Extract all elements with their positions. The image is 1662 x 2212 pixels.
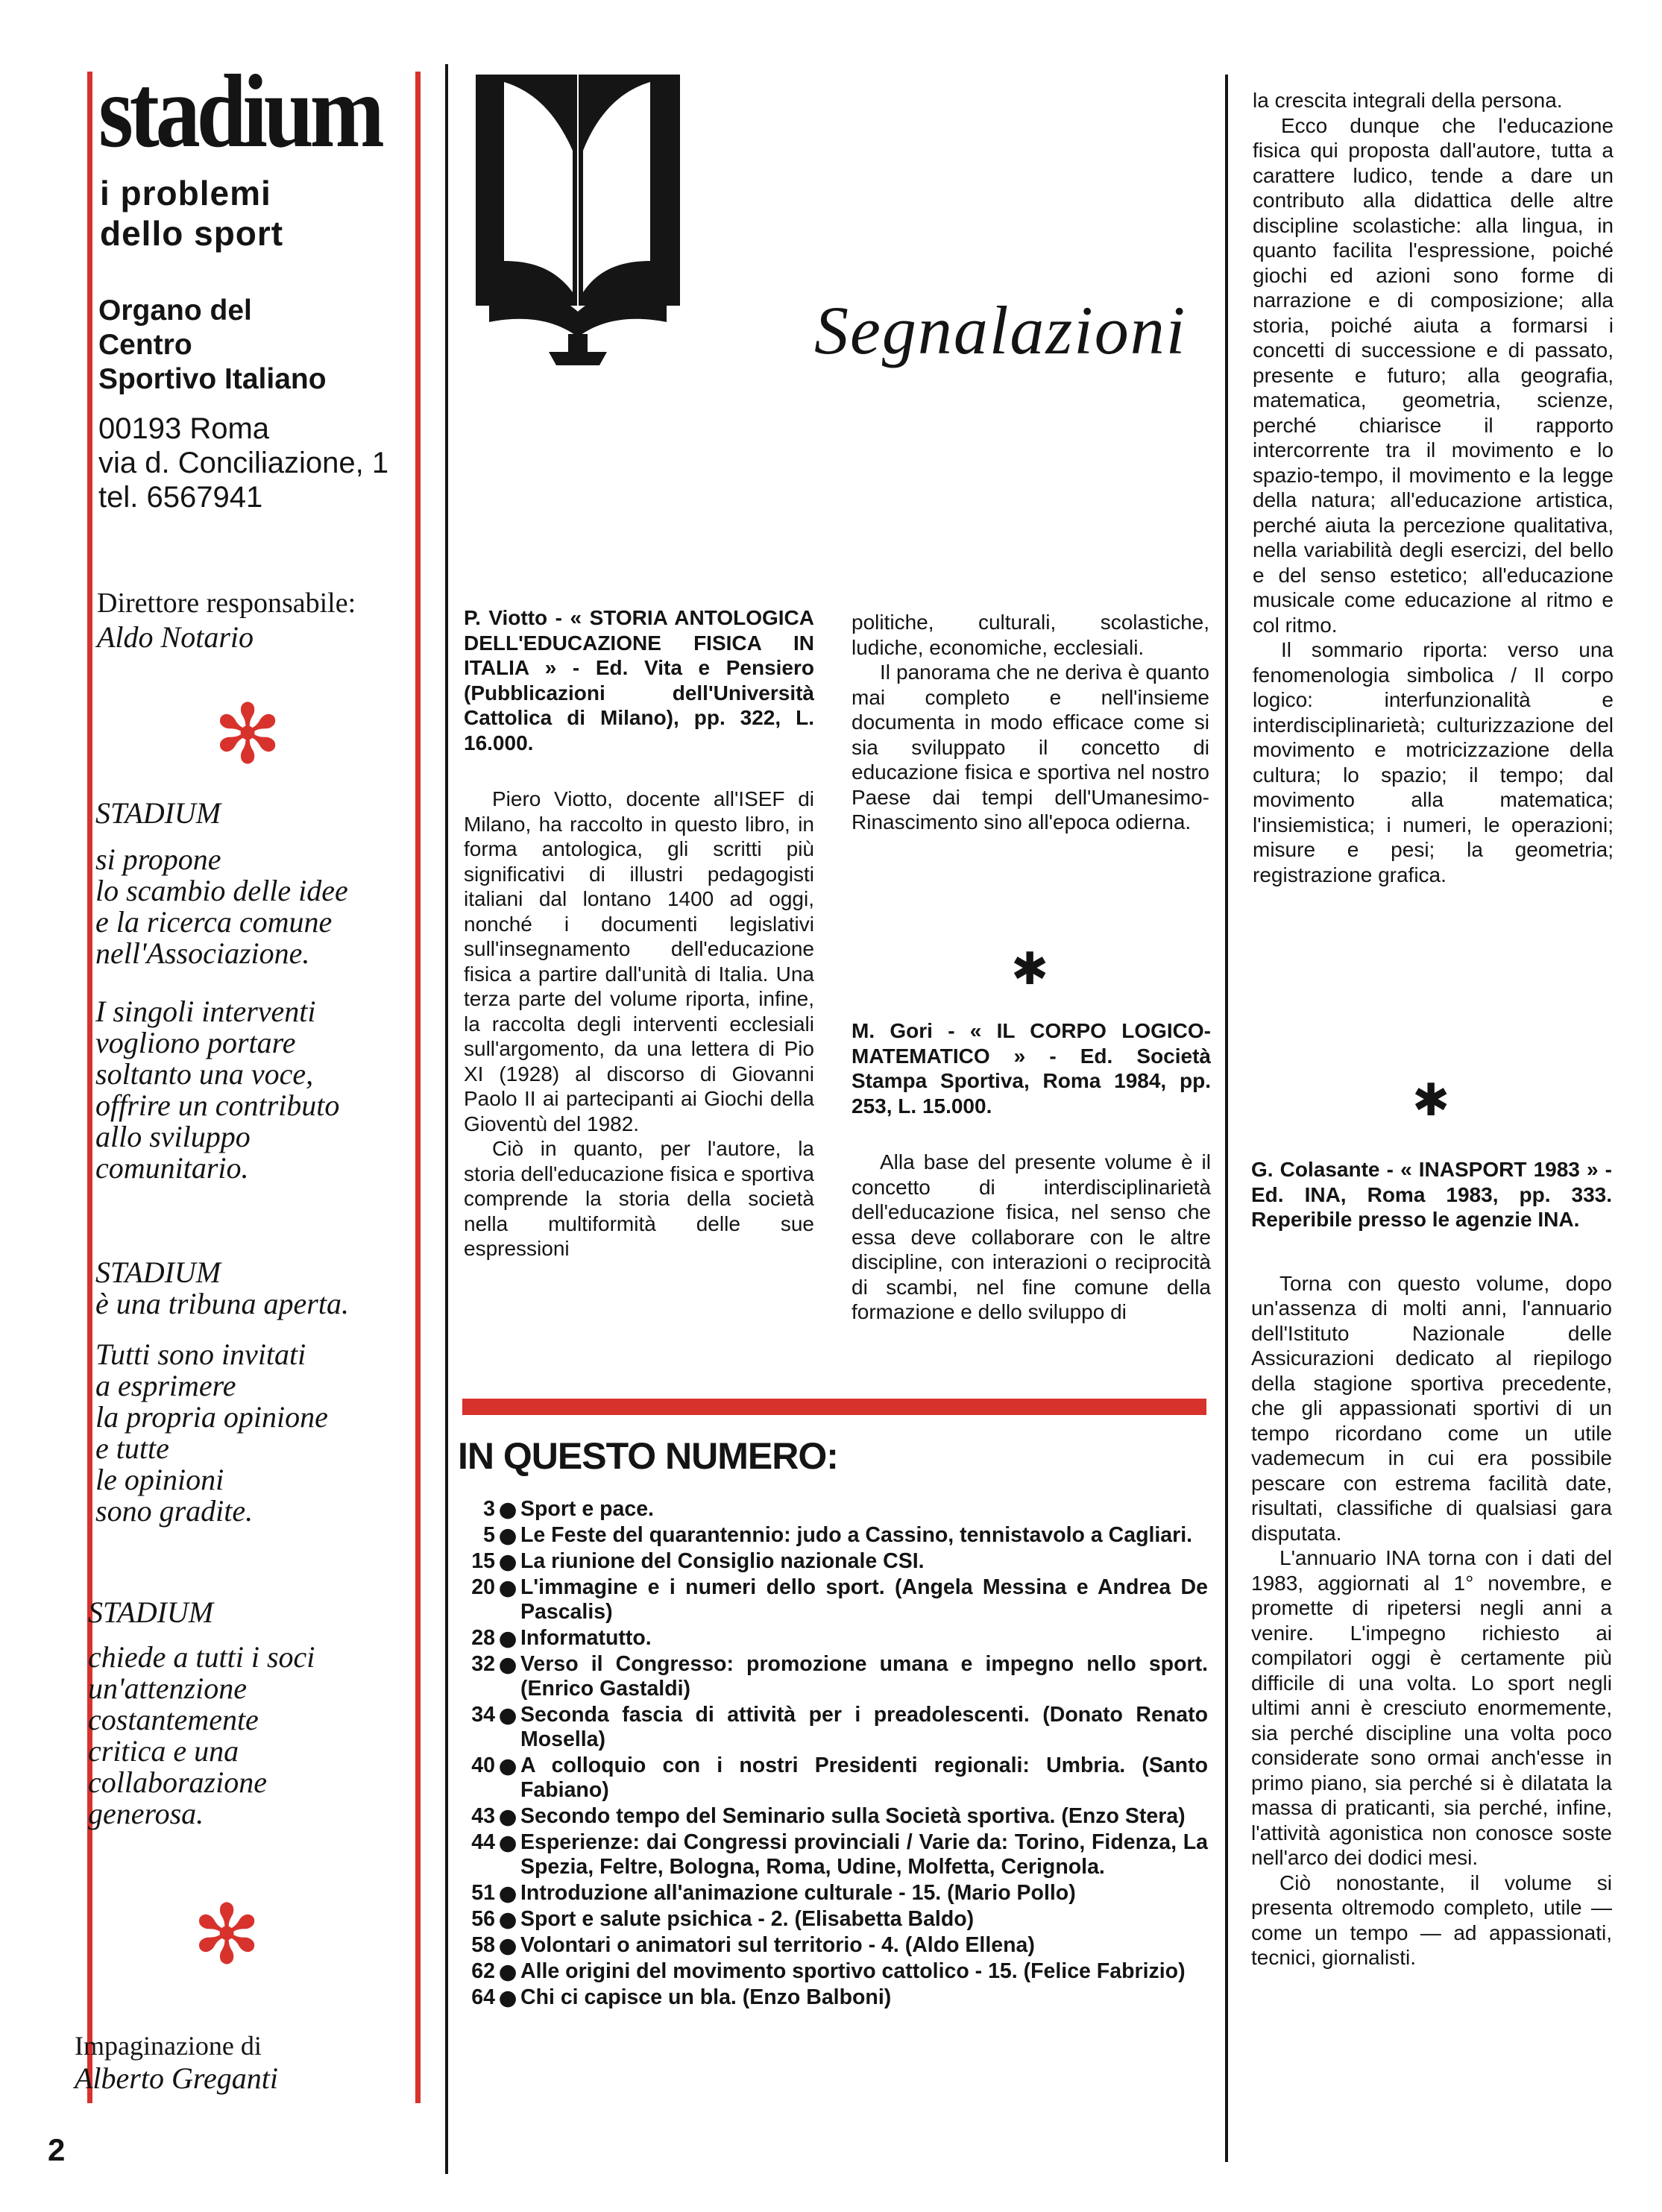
toc-item[interactable] (462, 1959, 1208, 1984)
toc-text: Esperienze: dai Congressi provinciali / Varie da: Torino, Fidenza, La Spezia, Feltre, Bologna, Roma, Udine, Molfetta, Cerignola. (520, 1830, 1208, 1879)
section-title: Segnalazioni (814, 292, 1187, 368)
toc-red-bar (462, 1399, 1206, 1415)
review-1-paragraph: politiche, culturali, scolastiche, ludiche, economiche, ecclesiali. (852, 611, 1209, 659)
mission-line: I singoli interventi (95, 995, 316, 1028)
toc-page: 28 (471, 1626, 495, 1650)
mission-block-5 (88, 1597, 416, 1830)
toc-text: Introduzione all'animazione culturale - 15. (Mario Pollo) (520, 1881, 1076, 1905)
toc-text: Sport e pace. (520, 1497, 654, 1521)
toc-text: Chi ci capisce un bla. (Enzo Balboni) (520, 1985, 892, 2009)
review-2-paragraph: Ecco dunque che l'educazione fisica qui proposta dall'autore, tutta a carattere ludico, tende a dare un contributo alla didattica delle altre discipline scolastiche: alla lingua, in quanto facilita l'espressione, poiché giochi ed azioni sono forme di narrazione e di composizione; alla storia, poiché aiuta a formarsi i concetti di successione e di passato, presente e futuro; alla geografia, matematica, geometria, scienze, perché chiarisce il rapporto intercorrente tra il movimento e lo spazio-tempo, il movimento e la legge della natura; all'educazione artistica, perché aiuta la percezione qualitativa, nella variabilità degli esercizi, del bello e del senso estetico; all'educazione musicale come educazione al ritmo e col ritmo. (1253, 113, 1614, 637)
bullet-icon: ● (498, 1626, 517, 1651)
review-2-paragraph: Alla base del presente volume è il concetto di interdisciplinarietà dell'educazione fisica, nel senso che essa deve collaborare con le altre discipline, con interazioni o reciprocità di scambi, nel fine comune della formazione e dello sviluppo di (852, 1150, 1211, 1323)
mission-line: collaborazione (88, 1765, 267, 1799)
mission-line: generosa. (88, 1797, 204, 1830)
toc-item[interactable] (462, 1652, 1208, 1701)
toc-page: 62 (471, 1959, 495, 1983)
review-2-col-c (1253, 88, 1614, 887)
toc-page: 56 (471, 1907, 495, 1931)
mission-line: nell'Associazione. (95, 936, 310, 970)
toc-item[interactable] (462, 1523, 1208, 1548)
review-3-paragraph: Torna con questo volume, dopo un'assenza di molti anni, l'annuario dell'Istituto Nazionale delle Assicurazioni dedicato al riepilogo della stagione sportiva precedente, che gli appassionati sportivi di un tempo ricordano come un utile vademecum in cui era possibile pescare con estrema facilità date, risultati, classifiche di qualsiasi gara disputata. (1251, 1271, 1612, 1545)
address-line-1: 00193 Roma (98, 412, 270, 445)
column-rule-2 (1225, 75, 1228, 2162)
mission-line: costantemente (88, 1703, 259, 1736)
toc-item[interactable] (462, 1703, 1208, 1752)
mission-block-1 (95, 798, 424, 969)
toc-page: 64 (471, 1985, 495, 2009)
black-asterisk-icon: ✱ (1011, 943, 1049, 995)
masthead-title: stadium (98, 54, 381, 169)
black-asterisk-icon: ✱ (1412, 1074, 1450, 1127)
toc-item[interactable] (462, 1933, 1208, 1958)
toc-page: 5 (483, 1523, 495, 1547)
review-3-paragraph: Ciò nonostante, il volume si presenta oltremodo completo, utile — come un tempo — ad appassionati, tecnici, giornalisti. (1251, 1871, 1612, 1969)
bullet-icon: ● (498, 1804, 517, 1829)
toc-text: Volontari o animatori sul territorio - 4. (Aldo Ellena) (520, 1933, 1035, 1957)
mission-block-4 (95, 1339, 424, 1527)
organ-block (98, 294, 327, 397)
review-3-heading: G. Colasante - « INASPORT 1983 » - Ed. INA, Roma 1983, pp. 333. Reperibile presso le agenzie INA. (1251, 1158, 1612, 1231)
toc-page: 32 (471, 1652, 495, 1676)
subtitle-line-1: i problemi (100, 174, 271, 212)
review-2-col-b (852, 1018, 1211, 1325)
director-block (97, 586, 356, 655)
mission-line: a esprimere (95, 1369, 236, 1402)
toc-item[interactable] (462, 1881, 1208, 1906)
toc-item[interactable] (462, 1804, 1208, 1829)
toc-item[interactable] (462, 1549, 1208, 1574)
review-1-paragraph: Ciò in quanto, per l'autore, la storia dell'educazione fisica e sportiva comprende la storia della società nella multiformità delle sue espressioni (464, 1137, 814, 1260)
toc-list (462, 1497, 1208, 2011)
organ-line-1: Organo del (98, 294, 252, 327)
review-1-heading: P. Viotto - « STORIA ANTOLOGICA DELL'EDUCAZIONE FISICA IN ITALIA » - Ed. Vita e Pensiero (Pubblicazioni dell'Università Cattolica di Milano), pp. 322, L. 16.000. (464, 606, 814, 754)
bullet-icon: ● (498, 1575, 517, 1600)
review-2-paragraph: la crescita integrali della persona. (1253, 89, 1563, 112)
masthead-subtitle (100, 173, 283, 253)
bullet-icon: ● (498, 1907, 517, 1932)
review-1-paragraph: Piero Viotto, docente all'ISEF di Milano, ha raccolto in questo libro, in forma antologica, gli scritti più significativi di illustri pedagogisti italiani dal lontano 1400 ad oggi, nonché i documenti legislativi sull'insegnamento dell'educazione fisica a partire dall'unità di Italia. Una terza parte del volume riporta, infine, la raccolta degli interventi ecclesiali sull'argomento, da una lettera di Pio XI (1928) al discorso di Giovanni Paolo II ai partecipanti ai Giochi della Gioventù del 1982. (464, 787, 814, 1135)
mission-line: chiede a tutti i soci (88, 1640, 315, 1674)
mission-line: sono gradite. (95, 1494, 254, 1528)
column-rule-1 (445, 64, 448, 2174)
bullet-icon: ● (498, 1523, 517, 1548)
mission-line: e la ricerca comune (95, 905, 333, 939)
mission-line: la propria opinione (95, 1400, 328, 1434)
bullet-icon: ● (498, 1985, 517, 2010)
mission-line: offrire un contributo (95, 1088, 340, 1122)
review-1-col-a (464, 605, 814, 1261)
toc-page: 58 (471, 1933, 495, 1957)
bullet-icon: ● (498, 1959, 517, 1984)
mission-line: lo scambio delle idee (95, 874, 348, 907)
mission-line: STADIUM (88, 1595, 214, 1629)
mission-block-2 (95, 996, 424, 1184)
toc-title: IN QUESTO NUMERO: (458, 1435, 838, 1477)
toc-page: 34 (471, 1703, 495, 1727)
book-logo-icon (474, 69, 682, 374)
toc-page: 44 (471, 1830, 495, 1854)
review-1-paragraph: Il panorama che ne deriva è quanto mai completo e nell'insieme documenta in modo efficace come si sia sviluppato il concetto di educazione fisica e sportiva nel nostro Paese dai tempi dell'Umanesimo-Rinascimento sino all'epoca odierna. (852, 661, 1209, 834)
layout-credit (75, 2029, 278, 2095)
subtitle-line-2: dello sport (100, 214, 284, 253)
toc-page: 40 (471, 1753, 495, 1777)
toc-text: Secondo tempo del Seminario sulla Società sportiva. (Enzo Stera) (520, 1804, 1186, 1828)
toc-item[interactable] (462, 1907, 1208, 1932)
mission-line: soltanto una voce, (95, 1057, 314, 1091)
organ-line-3: Sportivo Italiano (98, 363, 327, 395)
address-line-2: via d. Conciliazione, 1 (98, 447, 389, 479)
mission-line: STADIUM (95, 1255, 221, 1289)
bullet-icon: ● (498, 1933, 517, 1958)
layout-credit-name: Alberto Greganti (75, 2061, 278, 2095)
mission-line: si propone (95, 842, 221, 876)
mission-line: critica e una (88, 1734, 239, 1768)
toc-page: 15 (471, 1549, 495, 1573)
mission-line: le opinioni (95, 1463, 224, 1496)
toc-text: Alle origini del movimento sportivo cattolico - 15. (Felice Fabrizio) (520, 1959, 1186, 1983)
toc-item[interactable] (462, 1985, 1208, 2010)
page-number: 2 (48, 2132, 66, 2167)
toc-page: 43 (471, 1804, 495, 1828)
red-asterisk-icon: ✻ (192, 1887, 262, 1982)
mission-line: vogliono portare (95, 1026, 296, 1059)
toc-text: Verso il Congresso: promozione umana e impegno nello sport. (Enrico Gastaldi) (520, 1652, 1208, 1701)
bullet-icon: ● (498, 1703, 517, 1727)
toc-text: Sport e salute psichica - 2. (Elisabetta Baldo) (520, 1907, 975, 1931)
bullet-icon: ● (498, 1652, 517, 1677)
review-3-paragraph: L'annuario INA torna con i dati del 1983, aggiornati al 1° novembre, e promette di ripetersi negli anni a venire. L'impegno richiesto ai compilatori oggi è certamente più difficile di una volta. Lo sport negli ultimi anni è cresciuto enormemente, sia perché discipline una volta poco considerate sono ormai anch'esse in primo piano, sia perché si è dilatata la massa di praticanti, sia perché, infine, l'attività agonistica non conosce soste nell'arco dei dodici mesi. (1251, 1546, 1612, 1869)
toc-text: Informatutto. (520, 1626, 652, 1650)
director-name: Aldo Notario (97, 620, 254, 654)
toc-item[interactable] (462, 1497, 1208, 1522)
toc-item[interactable] (462, 1753, 1208, 1803)
bullet-icon: ● (498, 1830, 517, 1855)
address-line-3: tel. 6567941 (98, 481, 263, 514)
toc-item[interactable] (462, 1830, 1208, 1879)
toc-page: 51 (471, 1881, 495, 1905)
bullet-icon: ● (498, 1549, 517, 1574)
bullet-icon: ● (498, 1881, 517, 1906)
bullet-icon: ● (498, 1497, 517, 1522)
mission-line: è una tribuna aperta. (95, 1287, 349, 1320)
toc-page: 20 (471, 1575, 495, 1599)
toc-text: A colloquio con i nostri Presidenti regionali: Umbria. (Santo Fabiano) (520, 1753, 1208, 1802)
mission-block-3 (95, 1257, 424, 1320)
mission-line: STADIUM (95, 796, 221, 830)
organ-line-2: Centro (98, 329, 192, 361)
mission-line: Tutti sono invitati (95, 1337, 306, 1371)
toc-page: 3 (483, 1497, 495, 1521)
toc-text: Le Feste del quarantennio: judo a Cassino, tennistavolo a Cagliari. (520, 1523, 1193, 1547)
review-3-col-c (1251, 1157, 1612, 1970)
mission-line: e tutte (95, 1431, 169, 1465)
toc-item[interactable] (462, 1626, 1208, 1651)
bullet-icon: ● (498, 1753, 517, 1778)
review-1-col-b (852, 610, 1209, 835)
review-2-paragraph: Il sommario riporta: verso una fenomenologia simbolica / Il corpo logico: interfunzionalità e interdisciplinarietà; culturizzazione del movimento e motricizzazione della cultura; lo spazio; il tempo; dal movimento alla matematica; l'insiemistica; i numeri, le operazioni; misure e pesi; la geometria; registrazione grafica. (1253, 638, 1614, 886)
mission-line: un'attenzione (88, 1671, 247, 1705)
review-2-heading: M. Gori - « IL CORPO LOGICO-MATEMATICO » - Ed. Società Stampa Sportiva, Roma 1984, pp. 253, L. 15.000. (852, 1019, 1211, 1118)
red-asterisk-icon: ✻ (213, 687, 283, 782)
mission-line: allo sviluppo (95, 1120, 251, 1153)
director-label: Direttore responsabile: (97, 587, 356, 619)
layout-credit-label: Impaginazione di (75, 2031, 262, 2061)
address-block (98, 412, 388, 514)
toc-text: L'immagine e i numeri dello sport. (Angela Messina e Andrea De Pascalis) (520, 1575, 1208, 1624)
toc-text: La riunione del Consiglio nazionale CSI. (520, 1549, 925, 1573)
toc-text: Seconda fascia di attività per i preadolescenti. (Donato Renato Mosella) (520, 1703, 1208, 1751)
toc-item[interactable] (462, 1575, 1208, 1625)
mission-line: comunitario. (95, 1151, 249, 1185)
